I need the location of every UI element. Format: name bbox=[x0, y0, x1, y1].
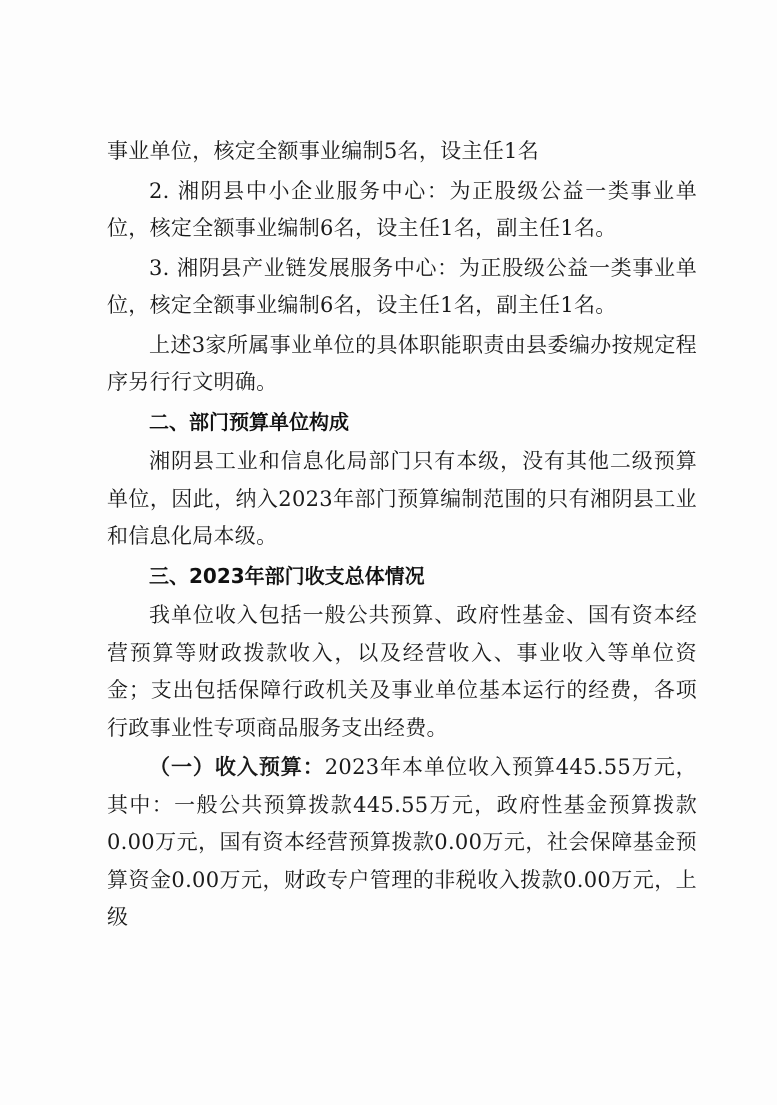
section-heading-income-expense: 三、2023年部门收支总体情况 bbox=[149, 563, 425, 588]
paragraph-industry-chain-center: 3. 湘阴县产业链发展服务中心：为正股级公益一类事业单位，核定全额事业编制6名，设主任1名，副主任1名。 bbox=[107, 255, 697, 317]
paragraph-budget-units: 湘阴县工业和信息化局部门只有本级，没有其他二级预算单位，因此，纳入2023年部门预算编制范围的只有湘阴县工业和信息化局本级。 bbox=[107, 449, 697, 548]
income-budget-body: 2023年本单位收入预算445.55万元，其中：一般公共预算拨款445.55万元，政府性基金预算拨款0.00万元，国有资本经营预算拨款0.00万元，社会保障基金预算资金0.00万元，财政专户管理的非税收入拨款0.00万元，上级 bbox=[107, 755, 697, 929]
income-budget-lead: （一）收入预算： bbox=[149, 755, 325, 779]
section-heading-budget-units: 二、部门预算单位构成 bbox=[149, 409, 349, 434]
paragraph-sme-service-center: 2. 湘阴县中小企业服务中心：为正股级公益一类事业单位，核定全额事业编制6名，设主任1名，副主任1名。 bbox=[107, 178, 697, 240]
paragraph-continuation: 事业单位，核定全额事业编制5名，设主任1名 bbox=[107, 139, 540, 163]
paragraph-functions-note: 上述3家所属事业单位的具体职能职责由县委编办按规定程序另行行文明确。 bbox=[107, 332, 697, 394]
paragraph-income-budget bbox=[107, 749, 697, 937]
document-body bbox=[107, 133, 697, 937]
paragraph-income-expense-overview: 我单位收入包括一般公共预算、政府性基金、国有资本经营预算等财政拨款收入，以及经营收入、事业收入等单位资金；支出包括保障行政机关及事业单位基本运行的经费，各项行政事业性专项商品服务支出经费。 bbox=[107, 603, 697, 740]
